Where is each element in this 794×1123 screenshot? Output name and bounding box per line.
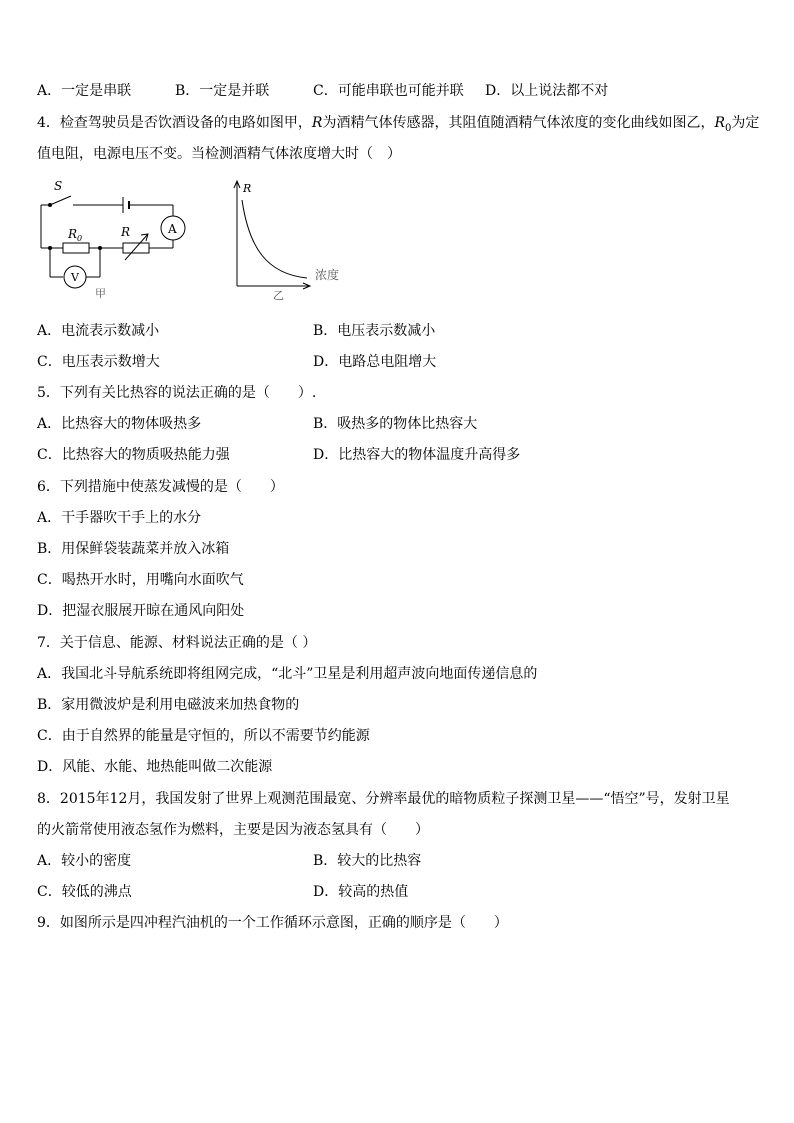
q7-option-b: B．家用微波炉是利用电磁波来加热食物的 (37, 697, 300, 713)
graph-x-label: 浓度 (315, 268, 340, 282)
q7-option-a: A．我国北斗导航系统即将组网完成，“北斗”卫星是利用超声波向地面传递信息的 (37, 666, 538, 682)
q3-option-b: B．一定是并联 (175, 83, 270, 99)
switch-blade (50, 196, 71, 205)
q4-stem-line2: 值电阻，电源电压不变。当检测酒精气体浓度增大时（ ） (37, 146, 401, 162)
q5-stem: 5．下列有关比热容的说法正确的是（ ）. (37, 385, 317, 401)
q4-figure-svg (37, 178, 357, 302)
switch-label: S (54, 179, 63, 193)
q3-option-a: A．一定是串联 (37, 83, 132, 99)
q4-figure (37, 178, 357, 302)
r0-label: $R_0$ (68, 227, 83, 243)
q3-option-c: C．可能串联也可能并联 (313, 83, 464, 99)
q8-stem-line1: 8．2015年12月，我国发射了世界上观测范围最宽、分辨率最优的暗物质粒子探测卫星——“悟空”号，发射卫星 (37, 791, 730, 807)
graph-y-label: R (243, 182, 252, 195)
q5-option-c: C．比热容大的物质吸热能力强 (37, 447, 230, 463)
q8-option-a: A．较小的密度 (37, 853, 132, 869)
q8-option-b: B．较大的比热容 (313, 853, 422, 869)
q4-option-a: A．电流表示数减小 (37, 323, 160, 339)
q6-stem: 6．下列措施中使蒸发减慢的是（ ） (37, 479, 284, 495)
q5-option-a: A．比热容大的物体吸热多 (37, 416, 202, 432)
q8-option-c: C．较低的沸点 (37, 884, 132, 900)
caption-jia: 甲 (95, 287, 106, 300)
q7-stem: 7．关于信息、能源、材料说法正确的是（ ） (37, 635, 317, 651)
graph-curve (242, 200, 307, 278)
q3-option-d: D．以上说法都不对 (485, 83, 609, 99)
voltmeter-label: V (71, 271, 79, 284)
q7-option-d: D．风能、水能、地热能叫做二次能源 (37, 759, 273, 775)
r-label: R (121, 225, 131, 239)
q8-stem-line2: 的火箭常使用液态氢作为燃料，主要是因为液态氢具有（ ） (37, 822, 429, 838)
q8-option-d: D．较高的热值 (313, 884, 409, 900)
resistance-graph (234, 181, 310, 289)
q4-stem-line1: 4．检查驾驶员是否饮酒设备的电路如图甲，R为酒精气体传感器，其阻值随酒精气体浓度的变化曲线如图乙，$R_0$为定 (37, 115, 760, 134)
q4-option-c: C．电压表示数增大 (37, 354, 160, 370)
q9-stem: 9．如图所示是四冲程汽油机的一个工作循环示意图，正确的顺序是（ ） (37, 915, 508, 931)
circuit-diagram (41, 196, 185, 288)
q6-option-c: C．喝热开水时，用嘴向水面吹气 (37, 572, 244, 588)
ammeter-label: A (168, 222, 177, 236)
q5-option-b: B．吸热多的物体比热容大 (313, 416, 478, 432)
q6-option-a: A．干手器吹干手上的水分 (37, 510, 202, 526)
caption-yi: 乙 (273, 289, 284, 302)
q4-option-b: B．电压表示数减小 (313, 323, 436, 339)
q6-option-d: D．把湿衣服展开晾在通风向阳处 (37, 603, 245, 619)
resistor-r0 (63, 243, 89, 253)
q7-option-c: C．由于自然界的能量是守恒的，所以不需要节约能源 (37, 728, 370, 744)
q4-option-d: D．电路总电阻增大 (313, 354, 437, 370)
q5-option-d: D．比热容大的物体温度升高得多 (313, 447, 521, 463)
q6-option-b: B．用保鲜袋装蔬菜并放入冰箱 (37, 541, 230, 557)
